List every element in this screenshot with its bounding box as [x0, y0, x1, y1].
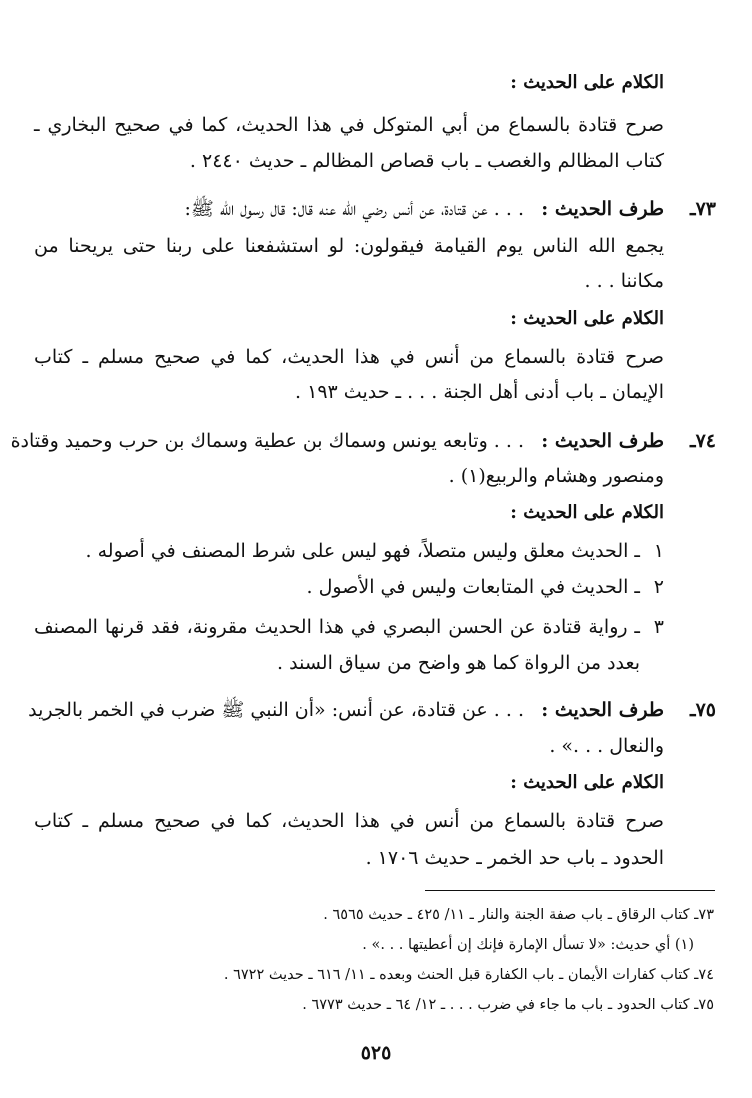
- body-line: كتاب المظالم والغصب ـ باب قصاص المظالم ـ حديث ٢٤٤٠ .: [189, 150, 664, 172]
- hadith-label: طرف الحديث :: [541, 699, 664, 721]
- point-text: ـ الحديث في المتابعات وليس في الأصول .: [306, 576, 640, 598]
- point-text: ـ رواية قتادة عن الحسن البصري في هذا الحديث مقرونة، فقد قرنها المصنف: [34, 616, 640, 638]
- hadith-text: مكاننا . . .: [584, 270, 664, 292]
- body-line: الحدود ـ باب حد الخمر ـ حديث ١٧٠٦ .: [365, 847, 664, 869]
- body-line: صرح قتادة بالسماع من أبي المتوكل في هذا الحديث، كما في صحيح البخاري ـ: [34, 114, 664, 136]
- hadith-label: طرف الحديث :: [541, 430, 664, 452]
- hadith-text: . . . عن قتادة، عن أنس: «أن النبي ﷺ ضرب في الخمر بالجريد: [28, 699, 524, 721]
- hadith-text: والنعال . . .» .: [549, 735, 664, 757]
- point-number: ٢: [653, 576, 664, 598]
- point-number: ٣: [653, 616, 664, 638]
- section-heading: الكلام على الحديث :: [510, 502, 664, 523]
- hadith-text: . . . عن قتادة، عن أنس رضي الله عنه قال: قال رسول الله ﷺ:: [184, 198, 524, 220]
- hadith-text: ومنصور وهشام والربيع(١) .: [448, 465, 664, 487]
- point-number: ١: [653, 540, 664, 562]
- hadith-number: ٧٤ـ: [690, 430, 716, 452]
- point-text: بعدد من الرواة كما هو واضح من سياق السند .: [277, 652, 640, 674]
- footnote: (١) أي حديث: «لا تسأل الإمارة فإنك إن أعطيتها . . .» .: [362, 937, 694, 953]
- hadith-label: طرف الحديث :: [541, 198, 664, 220]
- section-heading: الكلام على الحديث :: [510, 72, 664, 93]
- hadith-text: . . . وتابعه يونس وسماك بن عطية وسماك بن حرب وحميد وقتادة: [10, 430, 524, 452]
- page-number: ٥٢٥: [360, 1042, 392, 1064]
- section-heading: الكلام على الحديث :: [510, 772, 664, 793]
- footnote: ٧٥ـ كتاب الحدود ـ باب ما جاء في ضرب . . . ـ ١٢/ ٦٤ ـ حديث ٦٧٧٣ .: [302, 997, 714, 1013]
- hadith-number: ٧٣ـ: [690, 198, 716, 220]
- point-text: ـ الحديث معلق وليس متصلاً، فهو ليس على شرط المصنف في أصوله .: [85, 540, 640, 562]
- body-line: الإيمان ـ باب أدنى أهل الجنة . . . ـ حديث ١٩٣ .: [295, 381, 664, 403]
- hadith-text: يجمع الله الناس يوم القيامة فيقولون: لو استشفعنا على ربنا حتى يريحنا من: [34, 235, 664, 257]
- body-line: صرح قتادة بالسماع من أنس في هذا الحديث، كما في صحيح مسلم ـ كتاب: [34, 346, 664, 368]
- hadith-number: ٧٥ـ: [690, 699, 716, 721]
- footnote: ٧٤ـ كتاب كفارات الأيمان ـ باب الكفارة قبل الحنث وبعده ـ ١١/ ٦١٦ ـ حديث ٦٧٢٢ .: [223, 967, 714, 983]
- body-line: صرح قتادة بالسماع من أنس في هذا الحديث، كما في صحيح مسلم ـ كتاب: [34, 810, 664, 832]
- footnote-divider: [425, 890, 715, 891]
- section-heading: الكلام على الحديث :: [510, 308, 664, 329]
- footnote: ٧٣ـ كتاب الرقاق ـ باب صفة الجنة والنار ـ ١١/ ٤٢٥ ـ حديث ٦٥٦٥ .: [323, 907, 714, 923]
